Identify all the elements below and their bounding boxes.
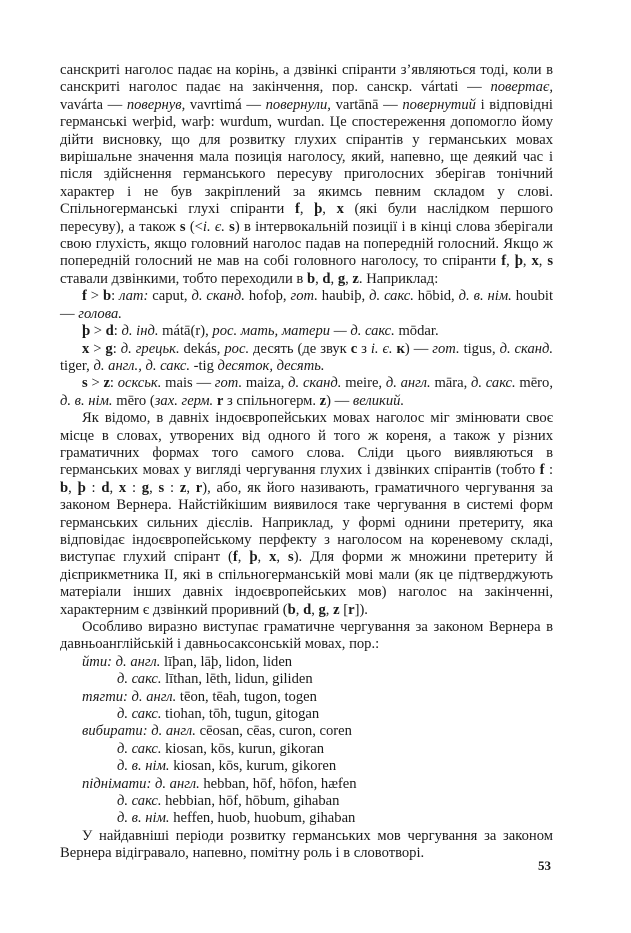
verb-form-row: тягти: д. англ. tēon, tēah, tugon, togen — [82, 688, 317, 705]
verb-form-row: піднімати: д. англ. hebban, hōf, hōfon, hæfen — [82, 775, 357, 792]
example-th-d: þ > d: д. інд. mátā(r), рос. мать, матери — д. сакс. mōdar. — [82, 323, 439, 340]
verb-form-row: д. сакс. kiosan, kōs, kurun, gikoran — [117, 740, 325, 757]
verb-form-row: д. сакс. līthan, lēth, lidun, giliden — [117, 671, 313, 688]
verb-form-row: йти: д. англ. līþan, lāþ, lidon, liden — [82, 653, 293, 670]
verb-form-row: д. сакс. hebbian, hōf, hōbum, gihaban — [117, 793, 340, 810]
verb-form-row: вибирати: д. англ. cēosan, cēas, curon, coren — [82, 723, 352, 740]
verb-form-row: д. в. нім. kiosan, kōs, kurum, gikoren — [117, 758, 337, 775]
paragraph-grammatical-alternation: Особливо виразно виступає граматичне чергування за законом Вернера в давньоанглійській і давньосаксонській мовах, пор.: — [60, 619, 553, 653]
example-x-g: x > g: д. грецьк. dekás, рос. десять (де звук с з і. є. к) — гот. tigus, д. сканд. tiger, д. англ., д. сакс. -tig десяток, десять. — [60, 340, 554, 374]
paragraph-stress-alternation: Як відомо, в давніх індоєвропейських мовах наголос міг змінювати своє місце в словах, утворених від одного й того ж кореня, а також у різних граматичних формах того самого слова. Сліди цього виявляються в германських мовах у вигляді чергування глухих і дзвінких спірантів (тобто f : b, þ : d, x : g, s : z, r), або, як його називають, граматичного чергування за законом Вернера. Найстійкішим виявилося таке чергування в системі форм германських сильних дієслів. Наприклад, у формі однини претериту, яка відповідає індоєвропейському перфекту з наголосом на кореневому складі, виступає глухий спірант (f, þ, x, s). Для форми ж множини претериту й дієприкметника II, які в спільногерманській мові мали (як це підтверджують матеріали інших давніх індоєвропейських мов) наголос на закінченні, характерним є дзвінкий проривний (b, d, g, z [r]). — [60, 410, 554, 618]
verb-forms-list — [60, 654, 553, 828]
paragraph-verner-intro: санскриті наголос падає на корінь, а дзвінкі спіранти з’являються тоді, коли в санскриті наголос падає на закінчення, пор. санскр. vártati — повертає, vavárta — повернув, vavrtimá — повернули, vartānā — повернутий і відповідні германські werþid, warþ: wurdum, wurdan. Це спостереження допомогло йому дійти висновку, що для розвитку глухих спірантів у германських мовах вирішальне значення мала позиція наголосу, який, напевно, ще деякий час і після здійснення германського пересуву приголосних зберігав тонічний характер і не був закріплений за якимсь певним складом у слові. Спільногерманські глухі спіранти f, þ, x (які були наслідком першого пересуву), а також s (<і. є. s) в інтервокальній позиції і в кінці слова зберігали свою глухість, якщо головний наголос падав на попередній голосний. Якщо ж попередній голосний не мав на собі головного наголосу, то спіранти f, þ, x, s ставали дзвінкими, тобто переходили в b, d, g, z. Наприклад: — [60, 62, 554, 287]
page-text — [60, 62, 553, 863]
example-s-z: s > z: оскськ. mais — гот. maiza, д. сканд. meire, д. англ. māra, д. сакс. mēro, д. в. нім. mēro (зах. герм. r з спільногерм. z) — великий. — [60, 375, 553, 409]
verb-form-row: д. сакс. tiohan, tōh, tugun, gitogan — [117, 706, 320, 723]
page-number: 53 — [538, 858, 551, 873]
example-f-b: f > b: лат: caput, д. сканд. hofoþ, гот. haubiþ, д. сакс. hōbid, д. в. нім. houbit — голова. — [60, 288, 554, 322]
paragraph-closing: У найдавніші періоди розвитку германських мов чергування за законом Вернера відігравало, напевно, помітну роль і в словотворі. — [60, 827, 553, 862]
verb-form-row: д. в. нім. heffen, huob, huobum, gihaban — [117, 810, 356, 827]
